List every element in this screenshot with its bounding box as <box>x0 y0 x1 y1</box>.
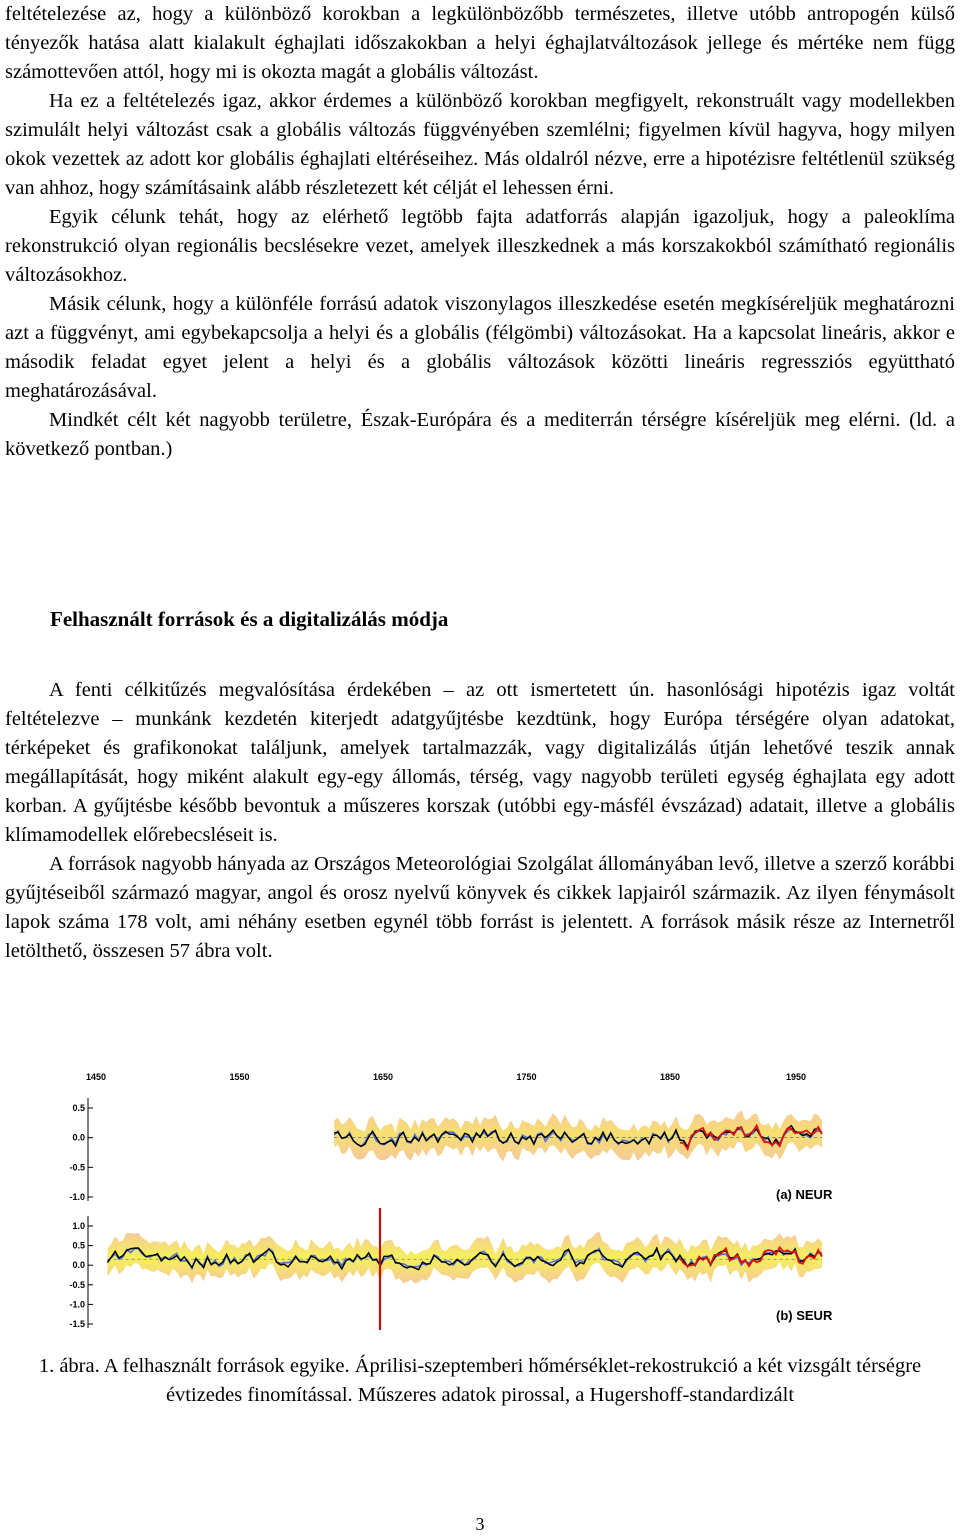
page-number: 3 <box>475 1514 485 1534</box>
panel-b-label: (b) SEUR <box>776 1308 833 1323</box>
figure-axes <box>86 1072 806 1082</box>
y-tick-label: -0.5 <box>69 1279 85 1290</box>
x-tick-label: 1650 <box>372 1072 394 1082</box>
y-tick-label: 1.0 <box>72 1221 85 1231</box>
panel-a-label: (a) NEUR <box>776 1187 833 1202</box>
x-tick-label: 1950 <box>785 1072 807 1082</box>
paragraph: Egyik célunk tehát, hogy az elérhető legtöbb fajta adatforrás alapján igazoljuk, hogy a paleoklíma rekonstrukció olyan regionális becslésekre vezet, amelyek illeszkednek a más korszakokból számítható regionális változásokhoz. <box>5 206 955 286</box>
section-heading: Felhasznált források és a digitalizálás módja <box>50 607 449 631</box>
paragraph: A források nagyobb hányada az Országos Meteorológiai Szolgálat állományában levő, illetve a szerző korábbi gyűjtéseiből származó magyar, angol és orosz nyelvű könyvek és cikkek lapjairól származik. Az ilyen fénymásolt lapok száma 178 volt, ami néhány esetben egynél több forrást is jelentett. A források másik része az Internetről letölthető, összesen 57 ábra volt. <box>5 853 955 962</box>
temperature-reconstruction-figure <box>58 1068 843 1338</box>
x-tick-label: 1450 <box>85 1072 107 1082</box>
y-tick-label: -1.5 <box>69 1319 85 1329</box>
y-tick-label: -1.0 <box>69 1192 85 1202</box>
sources-text <box>5 676 955 966</box>
y-tick-label: 0.0 <box>72 1132 85 1143</box>
y-tick-label: 0.5 <box>72 1103 85 1113</box>
paragraph: A fenti célkitűzés megvalósítása érdekében – az ott ismertetett ún. hasonlósági hipotézis igaz voltát feltételezve – munkánk kezdetén kiterjedt adatgyűjtésbe kezdtünk, hogy Európa térségére olyan adatokat, térképeket és grafikonokat találjunk, amelyek tartalmazzák, vagy digitalizálás útján lehetővé teszik annak megállapítását, hogy miként alakult egy-egy állomás, térség, vagy nagyobb területi egység éghajlata egy adott korban. A gyűjtésbe később bevontuk a műszeres korszak (utóbbi egy-másfél évszázad) adatait, illetve a globális klímamodellek előrebecsléseit is. <box>5 679 955 846</box>
y-tick-label: -1.0 <box>69 1299 85 1310</box>
x-tick-label: 1850 <box>659 1072 681 1082</box>
intro-text <box>5 0 955 464</box>
panel-a-neur <box>69 1098 822 1202</box>
figure-graphic <box>58 1068 843 1338</box>
x-tick-label: 1750 <box>516 1072 537 1082</box>
paragraph: Mindkét célt két nagyobb területre, Észak-Európára és a mediterrán térségre kíséreljük meg elérni. (ld. a következő pontban.) <box>5 409 955 460</box>
x-tick-label: 1550 <box>229 1072 250 1082</box>
paragraph: Ha ez a feltételezés igaz, akkor érdemes a különböző korokban megfigyelt, rekonstruált vagy modellekben szimulált helyi változást csak a globális változás függvényében szemlélni; figyelmen kívül hagyva, hogy milyen okok vezettek az adott kor globális éghajlati eltéréseihez. Más oldalról nézve, erre a hipotézisre feltétlenül szükség van ahhoz, hogy számításaink alább részletezett két célját el lehessen érni. <box>5 90 955 199</box>
y-tick-label: -0.5 <box>69 1162 85 1173</box>
paragraph: Másik célunk, hogy a különféle forrású adatok viszonylagos illeszkedése esetén megkíséreljük meghatározni azt a függvényt, ami egybekapcsolja a helyi és a globális (félgömbi) változásokat. Ha a kapcsolat lineáris, akkor e második feladat egyet jelent a helyi és a globális változások közötti lineáris regressziós együttható meghatározásával. <box>5 293 955 402</box>
figure-caption: 1. ábra. A felhasznált források egyike. Áprilisi-szeptemberi hőmérséklet-rekostrukció a két vizsgált térségre évtizedes finomítással. Műszeres adatok pirossal, a Hugershoff-standardizált <box>38 1355 922 1406</box>
paragraph: feltételezése az, hogy a különböző korokban a legkülönbözőbb természetes, illetve utóbb antropogén külső tényezők hatása alatt kialakult éghajlati időszakokban a helyi éghajlatváltozások jellege és mértéke nem függ számottevően attól, hogy mi is okozta magát a globális változást. <box>5 3 955 83</box>
y-tick-label: 0.5 <box>72 1240 85 1251</box>
y-tick-label: 0.0 <box>72 1260 85 1271</box>
panel-b-seur <box>69 1208 822 1330</box>
